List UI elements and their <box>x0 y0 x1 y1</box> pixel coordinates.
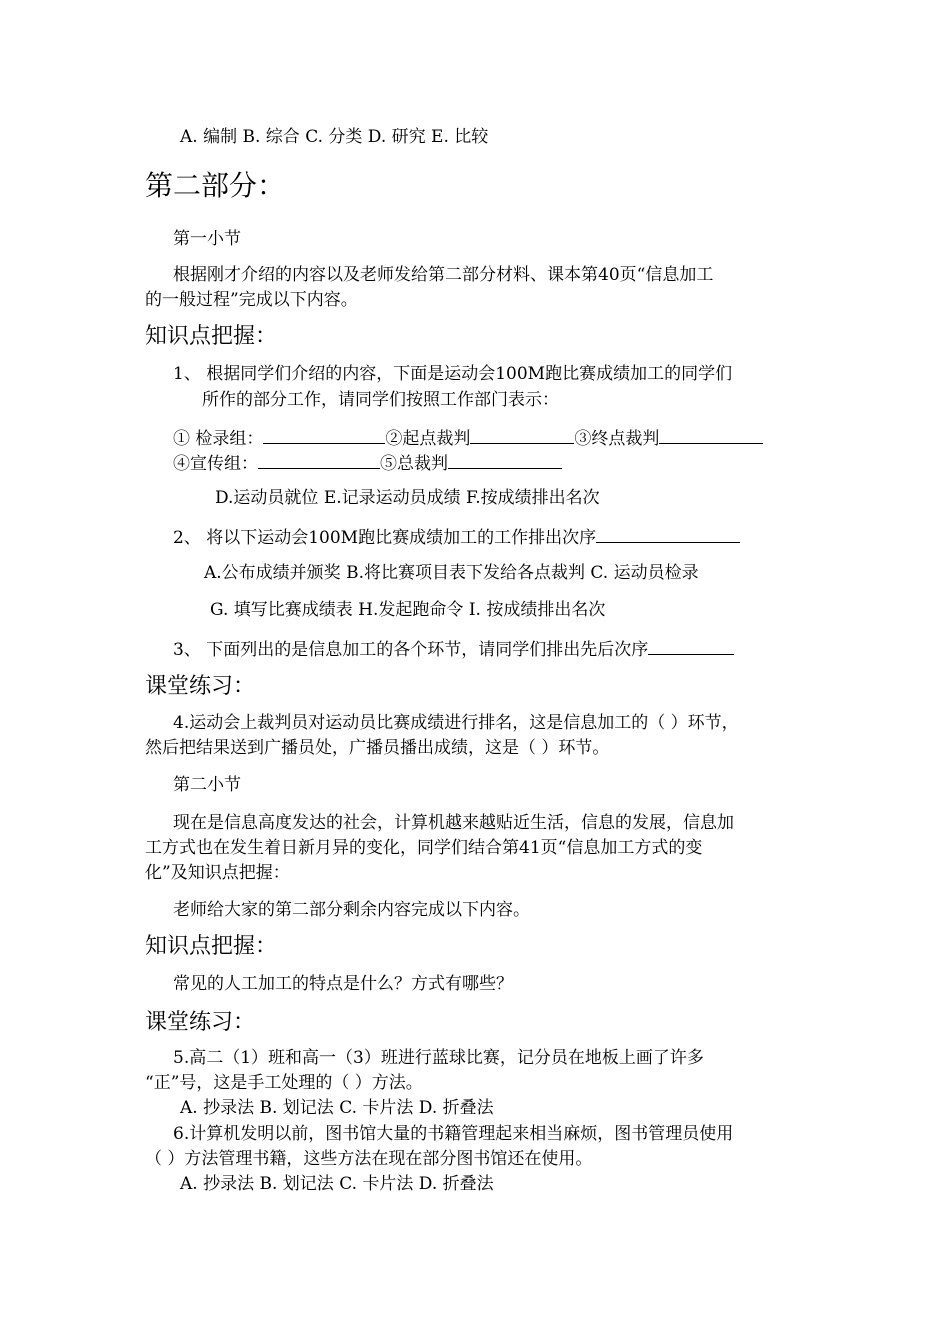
part2-title: 第二部分： <box>145 169 286 202</box>
q4-line2: 然后把结果送到广播员处，广播员播出成绩，这是（ ）环节。 <box>145 738 610 758</box>
q1-row1 <box>173 425 763 451</box>
q1-row2-label-b: ⑤总裁判 <box>380 454 448 474</box>
q6-line2: （ ）方法管理书籍，这些方法在现在部分图书馆还在使用。 <box>145 1149 593 1169</box>
q2-blank[interactable] <box>596 524 740 543</box>
q1-line1: 1、 根据同学们介绍的内容，下面是运动会100M跑比赛成绩加工的同学们 <box>173 364 733 384</box>
q1-row1-label-c: ③终点裁判 <box>574 429 660 449</box>
q1-row2 <box>173 450 562 476</box>
q1-blank-4[interactable] <box>258 450 380 469</box>
q1-options: D.运动员就位 E.记录运动员成绩 F.按成绩排出名次 <box>215 488 600 508</box>
q1-row1-label-b: ②起点裁判 <box>385 429 471 449</box>
q1-row1-label-a: ① 检录组： <box>173 429 264 449</box>
section1-intro-line1: 根据刚才介绍的内容以及老师发给第二部分材料、课本第40页“信息加工 <box>173 265 714 285</box>
section2-title: 第二小节 <box>173 775 241 795</box>
q3-line1: 3、 下面列出的是信息加工的各个环节，请同学们排出先后次序 <box>173 640 649 660</box>
q5-line2: “正”号，这是手工处理的（ ）方法。 <box>145 1073 423 1093</box>
section2-para2: 老师给大家的第二部分剩余内容完成以下内容。 <box>173 900 530 920</box>
q1-row2-label-a: ④宣传组： <box>173 454 258 474</box>
knowledge2-question: 常见的人工加工的特点是什么？方式有哪些？ <box>173 974 513 994</box>
section2-para-line2: 工方式也在发生着日新月异的变化，同学们结合第41页“信息加工方式的变 <box>145 838 703 858</box>
q4-line1: 4.运动会上裁判员对运动员比赛成绩进行排名，这是信息加工的（ ）环节， <box>173 713 739 733</box>
q6-line1: 6.计算机发明以前，图书馆大量的书籍管理起来相当麻烦，图书管理员使用 <box>173 1124 734 1144</box>
practice1-title: 课堂练习： <box>145 674 256 699</box>
q2-options1: A.公布成绩并颁奖 B.将比赛项目表下发给各点裁判 C. 运动员检录 <box>204 563 699 583</box>
q1-blank-3[interactable] <box>659 425 763 444</box>
section2-para-line3: 化”及知识点把握： <box>145 863 290 883</box>
section2-para-line1: 现在是信息高度发达的社会，计算机越来越贴近生活，信息的发展，信息加 <box>173 813 734 833</box>
knowledge2-title: 知识点把握： <box>145 934 278 959</box>
knowledge1-title: 知识点把握： <box>145 324 278 349</box>
q1-blank-2[interactable] <box>470 425 574 444</box>
q3-line <box>173 636 734 662</box>
q1-blank-5[interactable] <box>448 450 562 469</box>
top-options: A. 编制 B. 综合 C. 分类 D. 研究 E. 比较 <box>180 127 489 147</box>
q2-options2: G. 填写比赛成绩表 H.发起跑命令 I. 按成绩排出名次 <box>210 600 606 620</box>
q3-blank[interactable] <box>648 636 734 655</box>
q2-line <box>173 524 740 550</box>
q2-line1: 2、 将以下运动会100M跑比赛成绩加工的工作排出次序 <box>173 528 597 548</box>
q1-blank-1[interactable] <box>263 425 385 444</box>
q5-line1: 5.高二（1）班和高一（3）班进行蓝球比赛，记分员在地板上画了许多 <box>173 1048 704 1068</box>
section1-intro-line2: 的一般过程”完成以下内容。 <box>145 290 358 310</box>
q6-options: A. 抄录法 B. 划记法 C. 卡片法 D. 折叠法 <box>180 1174 494 1194</box>
q1-line2: 所作的部分工作，请同学们按照工作部门表示： <box>202 390 559 410</box>
section1-title: 第一小节 <box>173 229 241 249</box>
q5-options: A. 抄录法 B. 划记法 C. 卡片法 D. 折叠法 <box>180 1098 494 1118</box>
practice2-title: 课堂练习： <box>145 1010 256 1035</box>
